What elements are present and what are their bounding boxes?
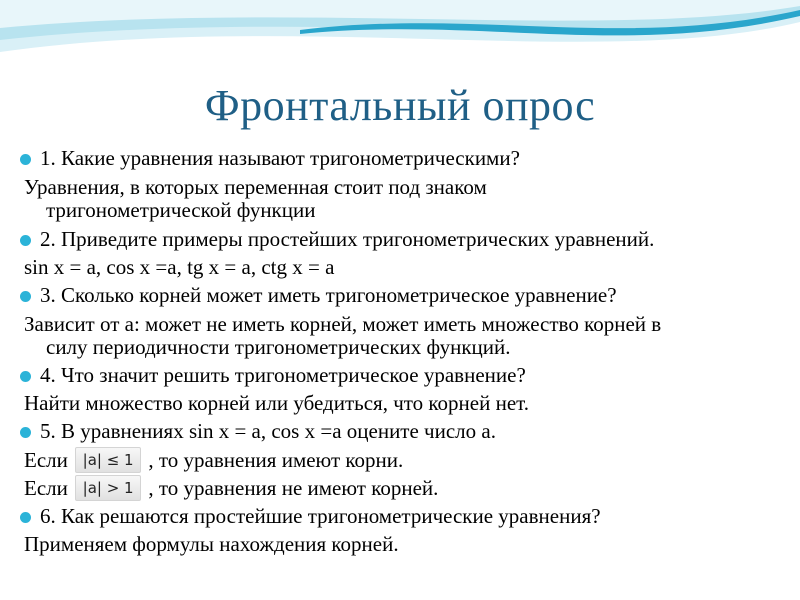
question-2 [0, 228, 800, 251]
question-text: 1. Какие уравнения называют тригонометрическими? [40, 146, 520, 170]
answer-5-condition-2 [0, 477, 800, 503]
answer-3 [0, 313, 800, 359]
question-text: 5. В уравнениях sin x = a, cos x =a оцените число a. [40, 419, 496, 443]
answer-6 [0, 533, 800, 556]
question-text: 4. Что значит решить тригонометрическое уравнение? [40, 363, 526, 387]
question-1 [0, 147, 800, 170]
formula-abs-a-gt-1: |a| > 1 [75, 475, 141, 501]
bullet-icon [20, 371, 31, 382]
answer-text: Применяем формулы нахождения корней. [24, 532, 399, 556]
condition-prefix: Если [24, 448, 68, 472]
question-text: 6. Как решаются простейшие тригонометрические уравнения? [40, 504, 601, 528]
question-6 [0, 505, 800, 528]
question-text: 2. Приведите примеры простейших тригонометрических уравнений. [40, 227, 655, 251]
answer-5-condition-1 [0, 449, 800, 475]
answer-text: Найти множество корней или убедиться, что корней нет. [24, 391, 530, 415]
question-4 [0, 364, 800, 387]
bullet-icon [20, 291, 31, 302]
question-3 [0, 284, 800, 307]
header-wave-decoration [0, 0, 800, 70]
question-text: 3. Сколько корней может иметь тригонометрическое уравнение? [40, 283, 617, 307]
formula-abs-a-le-1: |a| ≤ 1 [75, 447, 141, 473]
question-5 [0, 420, 800, 443]
condition-prefix: Если [24, 476, 68, 500]
answer-text-continuation: силу периодичности тригонометрических функций. [46, 335, 511, 359]
bullet-icon [20, 154, 31, 165]
answer-4 [0, 392, 800, 415]
slide-title: Фронтальный опрос [204, 81, 596, 130]
condition-suffix: , то уравнения не имеют корней. [148, 476, 439, 500]
answer-text-continuation: тригонометрической функции [46, 198, 316, 222]
answer-text: Уравнения, в которых переменная стоит под знаком [24, 175, 487, 199]
bullet-icon [20, 512, 31, 523]
answer-2 [0, 256, 800, 279]
answer-text: Зависит от а: может не иметь корней, может иметь множество корней в [24, 312, 662, 336]
answer-1 [0, 176, 800, 222]
bullet-icon [20, 235, 31, 246]
bullet-icon [20, 427, 31, 438]
condition-suffix: , то уравнения имеют корни. [148, 448, 404, 472]
answer-text: sin x = a, cos x =a, tg x = a, ctg x = a [24, 255, 335, 279]
